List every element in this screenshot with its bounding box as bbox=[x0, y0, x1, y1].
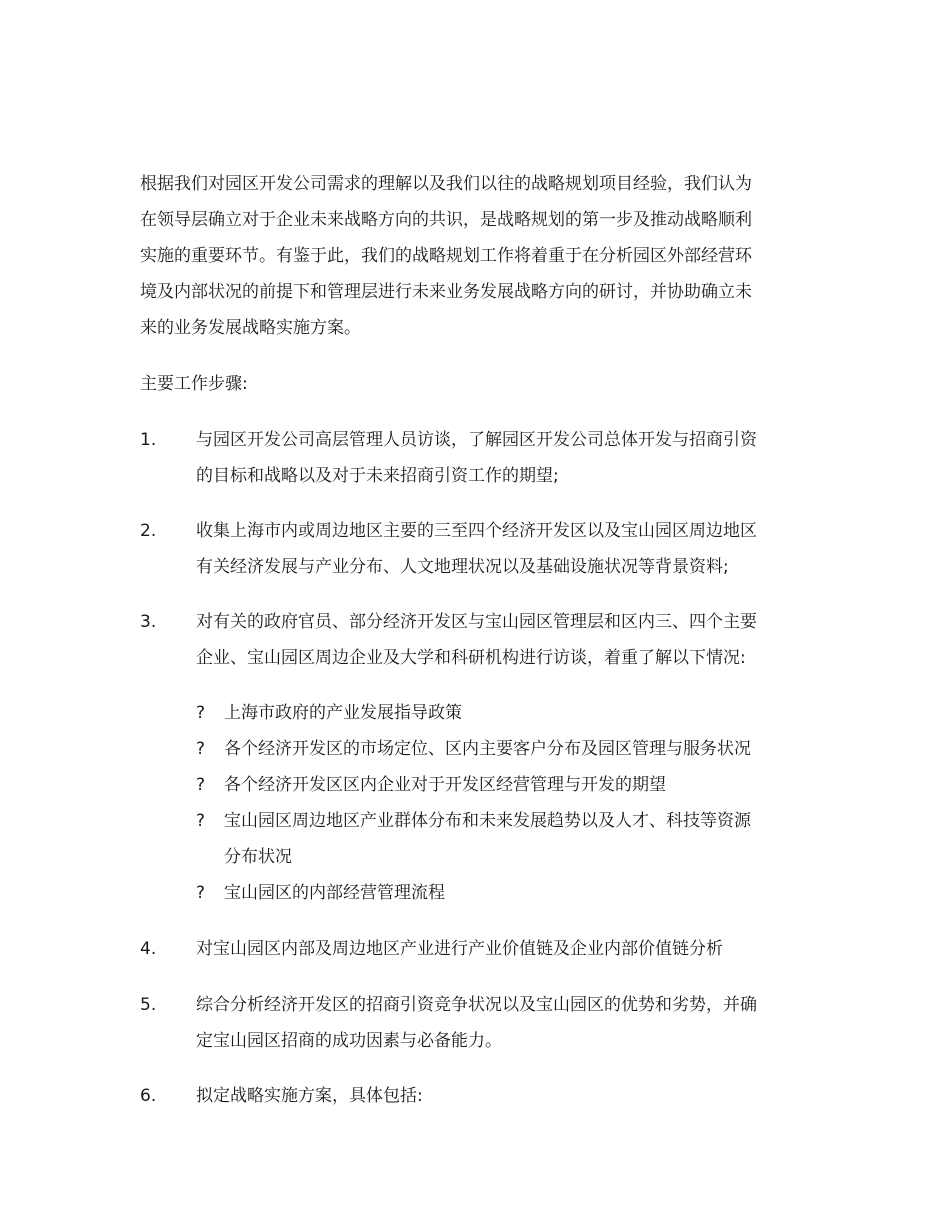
step-text bbox=[196, 422, 796, 494]
sub-item-line: 各个经济开发区区内企业对于开发区经营管理与开发的期望 bbox=[224, 775, 666, 795]
intro-line: 境及内部状况的前提下和管理层进行未来业务发展战略方向的研讨，并协助确立未 bbox=[140, 282, 752, 302]
intro-line: 根据我们对园区开发公司需求的理解以及我们以往的战略规划项目经验，我们认为 bbox=[140, 174, 752, 194]
step-line: 对宝山园区内部及周边地区产业进行产业价值链及企业内部价值链分析 bbox=[196, 939, 723, 959]
intro-line: 实施的重要环节。有鉴于此，我们的战略规划工作将着重于在分析园区外部经营环 bbox=[140, 246, 752, 266]
step-number: 5. bbox=[140, 995, 157, 1015]
step-line: 定宝山园区招商的成功因素与必备能力。 bbox=[196, 1031, 502, 1051]
bullet-mark: ? bbox=[196, 739, 206, 759]
bullet-mark: ? bbox=[196, 811, 206, 831]
step-line: 综合分析经济开发区的招商引资竞争状况以及宝山园区的优势和劣势，并确 bbox=[196, 995, 757, 1015]
intro-line: 来的业务发展战略实施方案。 bbox=[140, 318, 361, 338]
bullet-mark: ? bbox=[196, 775, 206, 795]
sub-item-text bbox=[224, 803, 784, 875]
step-line: 对有关的政府官员、部分经济开发区与宝山园区管理层和区内三、四个主要 bbox=[196, 612, 757, 632]
intro-line: 在领导层确立对于企业未来战略方向的共识，是战略规划的第一步及推动战略顺利 bbox=[140, 210, 752, 230]
step-line: 有关经济发展与产业分布、人文地理状况以及基础设施状况等背景资料; bbox=[196, 557, 729, 577]
step-text bbox=[196, 931, 796, 967]
step-number: 2. bbox=[140, 521, 157, 541]
step-number: 3. bbox=[140, 612, 157, 632]
step-line: 的目标和战略以及对于未来招商引资工作的期望; bbox=[196, 466, 559, 486]
bullet-mark: ? bbox=[196, 703, 206, 723]
step-text bbox=[196, 604, 796, 676]
step-number: 6. bbox=[140, 1086, 157, 1106]
sub-item-line: 各个经济开发区的市场定位、区内主要客户分布及园区管理与服务状况 bbox=[224, 739, 751, 759]
step-line: 拟定战略实施方案，具体包括: bbox=[196, 1086, 423, 1106]
bullet-mark: ? bbox=[196, 883, 206, 903]
sub-item-line: 宝山园区的内部经营管理流程 bbox=[224, 883, 445, 903]
steps-heading: 主要工作步骤: bbox=[140, 374, 248, 394]
step-line: 与园区开发公司高层管理人员访谈，了解园区开发公司总体开发与招商引资 bbox=[196, 430, 757, 450]
sub-item-text bbox=[224, 695, 784, 731]
step-number: 4. bbox=[140, 939, 157, 959]
sub-item-line: 分布状况 bbox=[224, 847, 292, 867]
step-line: 收集上海市内或周边地区主要的三至四个经济开发区以及宝山园区周边地区 bbox=[196, 521, 757, 541]
sub-item-line: 上海市政府的产业发展指导政策 bbox=[224, 703, 462, 723]
sub-item-text bbox=[224, 767, 784, 803]
step-text bbox=[196, 987, 796, 1059]
step-text bbox=[196, 513, 796, 585]
sub-item-line: 宝山园区周边地区产业群体分布和未来发展趋势以及人才、科技等资源 bbox=[224, 811, 751, 831]
sub-item-text bbox=[224, 875, 784, 911]
intro-paragraph bbox=[140, 166, 780, 346]
step-text bbox=[196, 1078, 796, 1114]
step-line: 企业、宝山园区周边企业及大学和科研机构进行访谈，着重了解以下情况: bbox=[196, 648, 746, 668]
sub-item-text bbox=[224, 731, 784, 767]
step-number: 1. bbox=[140, 430, 157, 450]
